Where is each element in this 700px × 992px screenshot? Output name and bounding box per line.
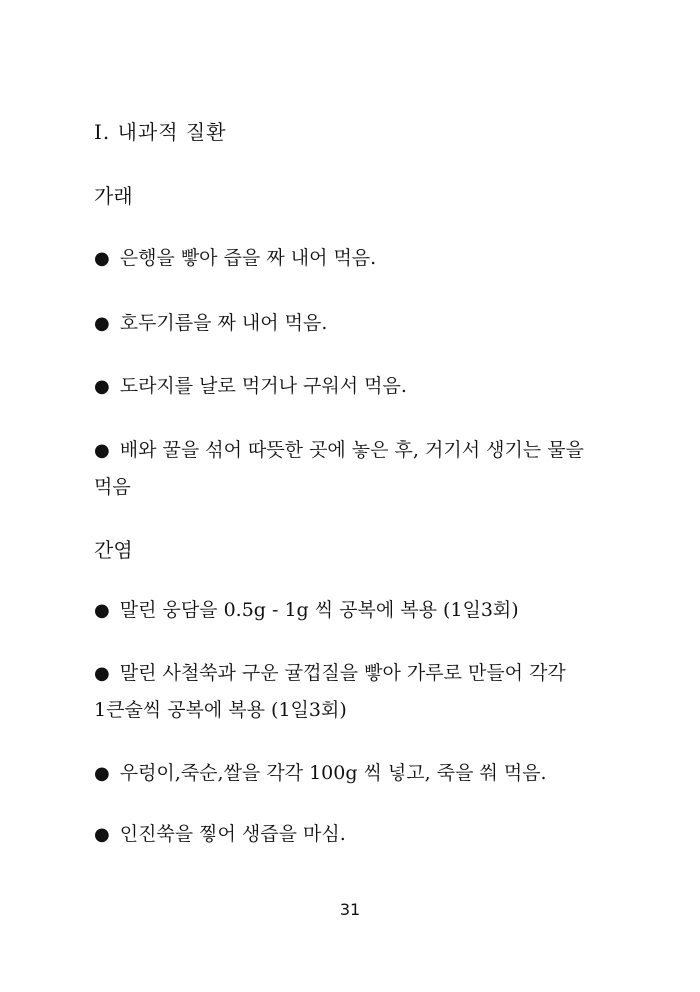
bullet-icon: ●	[94, 824, 110, 845]
item-text: 도라지를 날로 먹거나 구워서 먹음.	[119, 375, 407, 397]
bullet-icon: ●	[94, 600, 110, 621]
bullet-icon: ●	[94, 663, 110, 684]
item-text: 인진쑥을 찧어 생즙을 마심.	[119, 823, 346, 845]
item-text: 말린 사철쑥과 구운 귤껍질을 빻아 가루로 만들어 각각 1큰술씩 공복에 복용 (1일3회)	[94, 662, 566, 721]
list-item	[94, 432, 610, 505]
heading-hepatitis: 간염	[94, 538, 133, 562]
bullet-icon: ●	[94, 313, 110, 334]
item-text: 말린 웅담을 0.5g - 1g 씩 공복에 복용 (1일3회)	[119, 599, 519, 621]
item-text: 호두기름을 짜 내어 먹음.	[119, 312, 328, 334]
list-item	[94, 592, 610, 629]
item-text: 은행을 빻아 즙을 짜 내어 먹음.	[119, 247, 377, 269]
list-item	[94, 816, 610, 853]
section-title: Ⅰ. 내과적 질환	[94, 120, 227, 144]
bullet-icon: ●	[94, 248, 110, 269]
list-item	[94, 305, 610, 342]
list-item	[94, 655, 610, 728]
list-item	[94, 755, 610, 792]
list-item	[94, 240, 610, 277]
list-item	[94, 368, 610, 405]
bullet-icon: ●	[94, 763, 110, 784]
item-text: 우렁이,죽순,쌀을 각각 100g 씩 넣고, 죽을 쒀 먹음.	[119, 762, 547, 784]
heading-phlegm: 가래	[94, 184, 133, 208]
bullet-icon: ●	[94, 440, 110, 461]
item-text: 배와 꿀을 섞어 따뜻한 곳에 놓은 후, 거기서 생기는 물을 먹음	[94, 439, 584, 498]
page-number: 31	[339, 900, 361, 919]
bullet-icon: ●	[94, 376, 110, 397]
